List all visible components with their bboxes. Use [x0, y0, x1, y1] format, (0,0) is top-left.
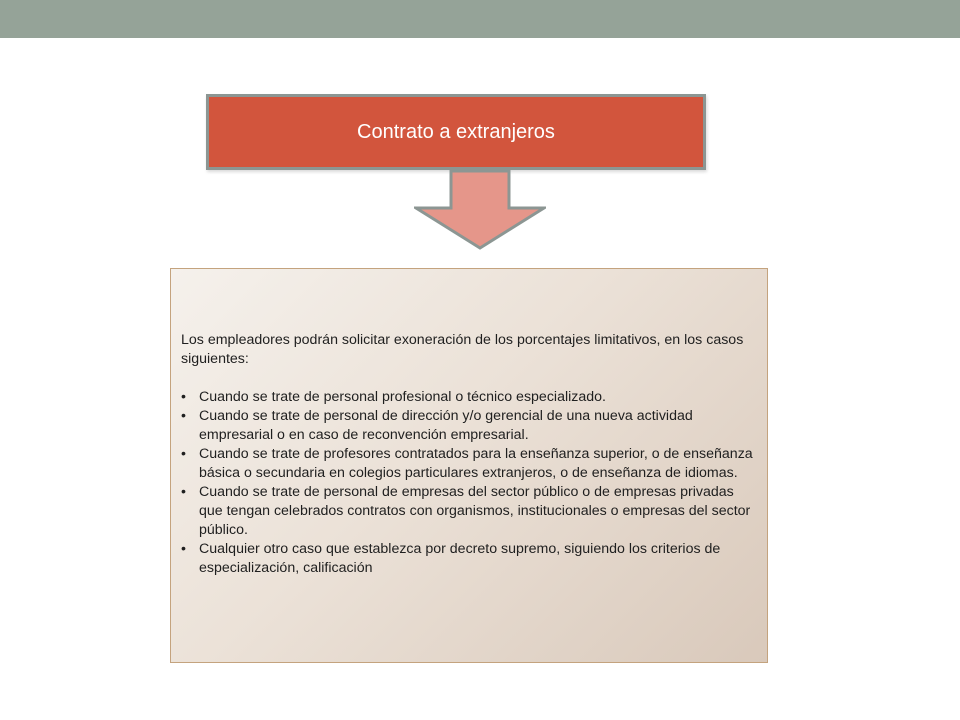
- content-box: [170, 268, 768, 663]
- bullet-icon: •: [181, 389, 186, 405]
- title-box: [206, 94, 706, 170]
- criteria-list: [181, 388, 757, 578]
- list-item: [181, 388, 757, 407]
- bullet-icon: •: [181, 541, 186, 557]
- list-item: [181, 445, 757, 483]
- bullet-icon: •: [181, 408, 186, 424]
- intro-paragraph: Los empleadores podrán solicitar exoneración de los porcentajes limitativos, en los casos siguientes:: [181, 332, 744, 367]
- list-item-text: Cuando se trate de profesores contratados para la enseñanza superior, o de enseñanza básica o secundaria en colegios particulares extranjeros, o de enseñanza de idiomas.: [199, 446, 753, 481]
- down-arrow-icon: [414, 170, 546, 250]
- list-item-text: Cualquier otro caso que establezca por decreto supremo, siguiendo los criterios de especialización, calificación: [199, 541, 721, 576]
- list-item-text: Cuando se trate de personal de dirección y/o gerencial de una nueva actividad empresarial o en caso de reconvención empresarial.: [199, 408, 693, 443]
- list-item: [181, 483, 757, 540]
- bullet-icon: •: [181, 446, 186, 462]
- top-accent-bar: [0, 0, 960, 38]
- bullet-icon: •: [181, 484, 186, 500]
- list-item: [181, 407, 757, 445]
- list-item-text: Cuando se trate de personal de empresas del sector público o de empresas privadas que tengan celebrados contratos con organismos, institucionales o empresas del sector público.: [199, 484, 751, 538]
- list-item: [181, 540, 757, 578]
- list-item-text: Cuando se trate de personal profesional o técnico especializado.: [199, 389, 606, 405]
- slide-title: Contrato a extranjeros: [357, 120, 555, 143]
